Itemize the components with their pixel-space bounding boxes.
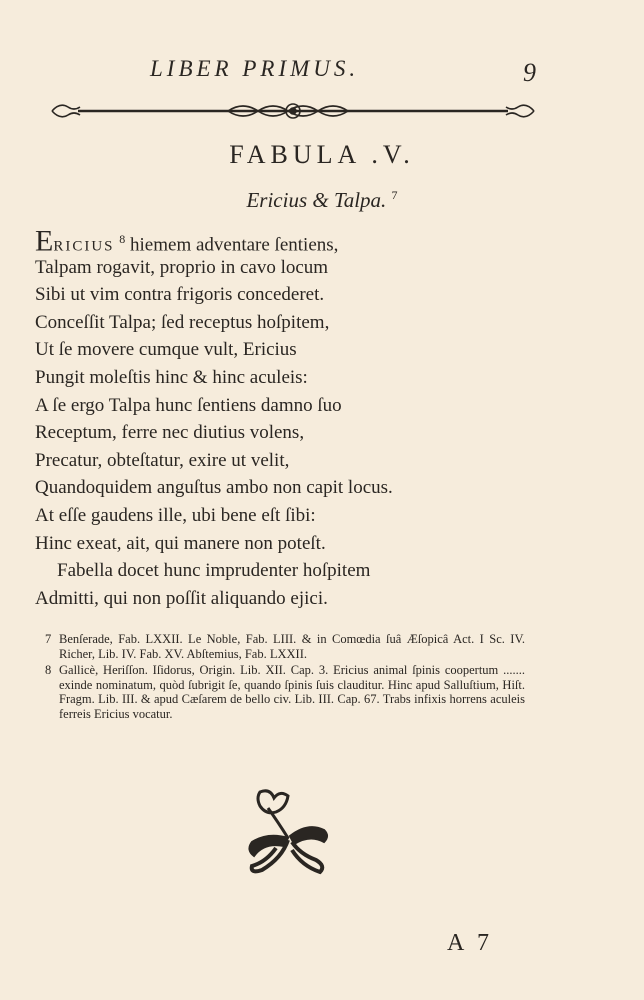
fable-subtitle (0, 188, 644, 213)
verse-line: Sibi ut vim contra frigoris concederet. (35, 284, 325, 306)
verse-line: A ſe ergo Talpa hunc ſentiens damno ſuo (35, 394, 342, 416)
footnote-marker: 8 (45, 663, 52, 677)
verse-line: Fabella docet hunc imprudenter hoſpitem (57, 560, 371, 582)
signature-mark: A 7 (447, 930, 494, 956)
footnote-ref: 8 (119, 232, 126, 246)
footnote-text: Benſerade, Fab. LXXII. Le Noble, Fab. LIII. & in Comœdia ſuâ Æſopicâ Act. I Sc. IV. Richer, Lib. IV. Fab. XV. Abſtemius, Fab. LXXII. (59, 632, 525, 661)
drop-cap: E (35, 224, 54, 258)
verse-line: Admitti, qui non poſſit aliquando ejici. (35, 587, 328, 609)
subtitle-note-ref: 7 (391, 188, 398, 202)
footnote-marker: 7 (45, 632, 52, 646)
footnote-text: Gallicè, Heriſſon. Iſidorus, Origin. Lib. XII. Cap. 3. Ericius animal ſpinis coopertum ....... exinde nominatum, quòd ſubrigit ſe, quando ſpinis ſuis clauditur. Hinc apud Salluſtium, Hiſt. Fragm. Lib. III. & apud Cæſarem de bello civ. Lib. III. Cap. 67. Trabs infixis horrens aculeis ferreis Ericius vocatur. (59, 663, 525, 721)
verse-line: Pungit moleſtis hinc & hinc aculeis: (35, 366, 308, 388)
ornamental-rule (48, 96, 538, 126)
footnotes (45, 632, 525, 723)
verse-line: Conceſſit Talpa; ſed receptus hoſpitem, (35, 311, 330, 333)
fable-title: FABULA .V. (229, 140, 415, 169)
verse-line: Hinc exeat, ait, qui manere non poteſt. (35, 532, 326, 554)
subtitle-text: Ericius & Talpa. (246, 188, 387, 212)
verse-block (35, 226, 393, 612)
verse-line: Precatur, obteſtatur, exire ut velit, (35, 449, 290, 471)
verse-line: At eſſe gaudens ille, ubi bene eſt ſibi: (35, 504, 316, 526)
tulip-ornament-icon (238, 788, 338, 880)
running-head: LIBER PRIMUS. (150, 56, 360, 81)
verse-line: Quandoquidem anguſtus ambo non capit locus. (35, 477, 393, 499)
footnote (45, 663, 525, 721)
verse-line: Ut ſe movere cumque vult, Ericius (35, 339, 297, 361)
verse-text: hiemem adventare ſentiens, (125, 234, 339, 256)
verse-line: Receptum, ferre nec diutius volens, (35, 422, 305, 444)
verse-line: Talpam rogavit, proprio in cavo locum (35, 256, 329, 278)
footnote (45, 632, 525, 661)
verse-line (35, 224, 393, 258)
page-number: 9 (523, 58, 536, 87)
small-caps-word: RICIUS (53, 238, 115, 255)
